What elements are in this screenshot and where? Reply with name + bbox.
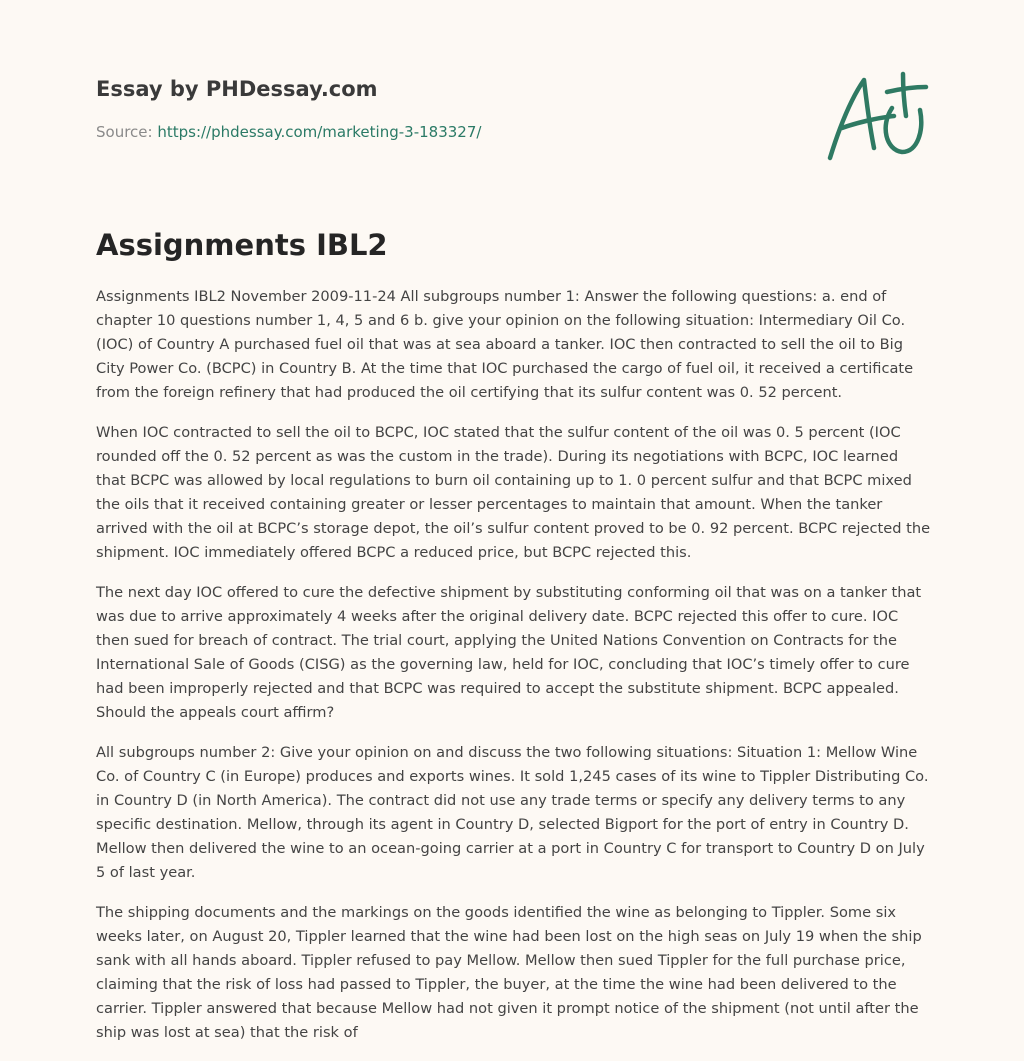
body-paragraph-4: All subgroups number 2: Give your opinion on and discuss the two following situations: Situation 1: Mellow Wine Co. of Country C (in Europe) produces and exports wines. It sold 1,245 cases of its wine to Tippler Distributing Co. in Country D (in North America). The contract did not use any trade terms or specify any delivery terms to any specific destination. Mellow, through its agent in Country D, selected Bigport for the port of entry in Country D. Mellow then delivered the wine to an ocean-going carrier at a port in Country C for transport to Country D on July 5 of last year. xyxy=(96,744,929,881)
source-link[interactable]: https://phdessay.com/marketing-3-183327/ xyxy=(157,123,482,141)
body-paragraph-5: The shipping documents and the markings on the goods identified the wine as belonging to Tippler. Some six weeks later, on August 20, Tippler learned that the wine had been lost on the high seas on July 19 when the ship sank with all hands aboard. Tippler refused to pay Mellow. Mellow then sued Tippler for the full purchase price, claiming that the risk of loss had passed to Tippler, the buyer, at the time the wine had been delivered to the carrier. Tippler answered that because Mellow had not given it prompt notice of the shipment (not until after the ship was lost at sea) that the risk of xyxy=(96,904,922,1041)
a-plus-grade-icon xyxy=(820,66,930,166)
essay-body xyxy=(96,285,932,1061)
body-paragraph-3: The next day IOC offered to cure the defective shipment by substituting conforming oil that was on a tanker that was due to arrive approximately 4 weeks after the original delivery date. BCPC rejected this offer to cure. IOC then sued for breach of contract. The trial court, applying the United Nations Convention on Contracts for the International Sale of Goods (CISG) as the governing law, held for IOC, concluding that IOC’s timely offer to cure had been improperly rejected and that BCPC was required to accept the substitute shipment. BCPC appealed. Should the appeals court affirm? xyxy=(96,584,922,721)
essay-header xyxy=(96,74,928,142)
brand-title: Essay by PHDessay.com xyxy=(96,77,378,101)
body-paragraph-2: When IOC contracted to sell the oil to BCPC, IOC stated that the sulfur content of the oil was 0. 5 percent (IOC rounded off the 0. 52 percent as was the custom in the trade). During its negotiations with BCPC, IOC learned that BCPC was allowed by local regulations to burn oil containing up to 1. 0 percent sulfur and that BCPC mixed the oils that it received containing greater or lesser percentages to maintain that amount. When the tanker arrived with the oil at BCPC’s storage depot, the oil’s sulfur content proved to be 0. 92 percent. BCPC rejected the shipment. IOC immediately offered BCPC a reduced price, but BCPC rejected this. xyxy=(96,424,931,561)
source-line xyxy=(96,122,928,142)
essay-title: Assignments IBL2 xyxy=(96,228,388,262)
source-label: Source: xyxy=(96,123,158,141)
body-paragraph-1: Assignments IBL2 November 2009-11-24 All subgroups number 1: Answer the following questions: a. end of chapter 10 questions number 1, 4, 5 and 6 b. give your opinion on the following situation: Intermediary Oil Co. (IOC) of Country A purchased fuel oil that was at sea aboard a tanker. IOC then contracted to sell the oil to Big City Power Co. (BCPC) in Country B. At the time that IOC purchased the cargo of fuel oil, it received a certificate from the foreign refinery that had produced the oil certifying that its sulfur content was 0. 52 percent. xyxy=(96,288,914,401)
